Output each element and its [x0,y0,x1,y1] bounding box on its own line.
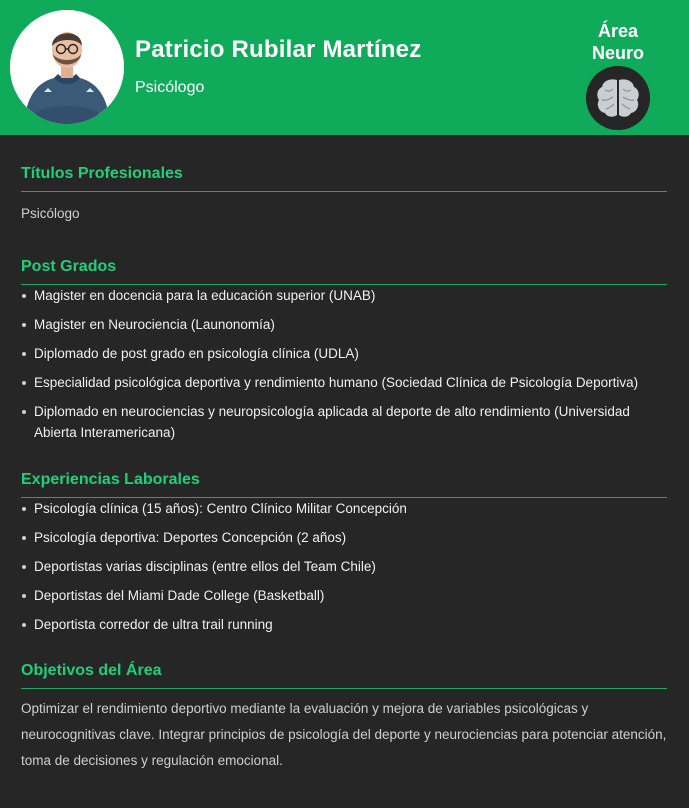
section-title-experiencias: Experiencias Laborales [21,471,667,498]
section-title-titulos: Títulos Profesionales [21,165,667,192]
section-title-postgrados: Post Grados [21,258,667,285]
section-postgrados [21,258,667,443]
profile-content [21,135,667,774]
area-label [580,20,656,64]
area-label-line2: Neuro [591,43,644,63]
brain-icon [586,66,650,130]
list-item: Psicología clínica (15 años): Centro Clínico Militar Concepción [21,498,667,519]
profile-header [0,0,689,135]
titulos-text: Psicólogo [21,206,80,221]
list-item: Deportistas del Miami Dade College (Basketball) [21,585,667,606]
list-item: Diplomado de post grado en psicología clínica (UDLA) [21,343,667,364]
profile-role: Psicólogo [135,79,205,96]
list-item: Deportista corredor de ultra trail running [21,614,667,635]
profile-name: Patricio Rubilar Martínez [135,36,422,63]
list-item: Diplomado en neurociencias y neuropsicología aplicada al deporte de alto rendimiento (Universidad Abierta Interamericana) [21,401,667,443]
avatar-photo [10,10,124,124]
section-title-objetivos: Objetivos del Área [21,662,667,689]
postgrados-list [21,285,667,443]
list-item: Psicología deportiva: Deportes Concepción (2 años) [21,527,667,548]
list-item: Especialidad psicológica deportiva y rendimiento humano (Sociedad Clínica de Psicología Deportiva) [21,372,667,393]
section-experiencias [21,471,667,635]
experiencias-list [21,498,667,635]
section-objetivos [21,662,667,774]
section-titulos [21,165,667,226]
avatar [10,10,124,124]
objetivos-text: Optimizar el rendimiento deportivo mediante la evaluación y mejora de variables psicológicas y neurocognitivas clave. Integrar principios de psicología del deporte y neurociencias para potenciar atención, toma de decisiones y regulación emocional. [21,701,667,768]
list-item: Deportistas varias disciplinas (entre ellos del Team Chile) [21,556,667,577]
area-badge [586,66,650,130]
list-item: Magister en Neurociencia (Launonomía) [21,314,667,335]
area-label-line1: Área [597,21,639,41]
list-item: Magister en docencia para la educación superior (UNAB) [21,285,667,306]
